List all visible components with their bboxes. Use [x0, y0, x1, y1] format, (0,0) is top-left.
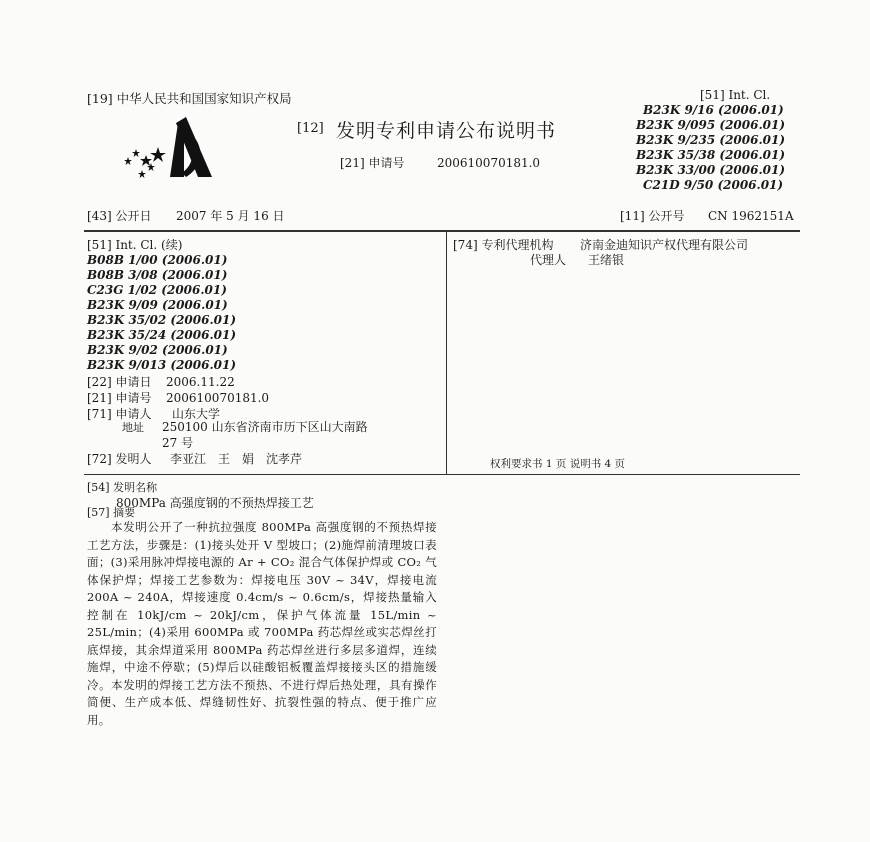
ipc-label: [51] Int. Cl.	[700, 88, 771, 102]
ipc-cont-code: C23G 1/02 (2006.01)	[87, 283, 227, 297]
ipc-code: B23K 9/16 (2006.01)	[643, 103, 784, 117]
ipc-cont-code: B23K 35/02 (2006.01)	[87, 313, 237, 327]
ipc-code: B23K 9/235 (2006.01)	[636, 133, 786, 147]
page-count: 权利要求书 1 页 说明书 4 页	[490, 458, 626, 470]
ipc-code: B23K 9/095 (2006.01)	[636, 118, 786, 132]
header-divider	[84, 230, 800, 232]
office-name: [19] 中华人民共和国国家知识产权局	[87, 91, 292, 106]
pub-no-label: [11] 公开号	[620, 209, 685, 223]
filing-date: 2006.11.22	[166, 375, 235, 389]
inventor-label: [72] 发明人	[87, 452, 152, 466]
address-line: 27 号	[162, 436, 194, 450]
agent-label: 代理人	[530, 253, 567, 267]
ipc-cont-code: B23K 9/013 (2006.01)	[87, 358, 237, 372]
applicant-label: [71] 申请人	[87, 407, 152, 421]
app-no-label: [21] 申请号	[340, 156, 405, 170]
address-line: 250100 山东省济南市历下区山大南路	[162, 420, 368, 434]
cnipa-emblem-icon	[120, 115, 220, 185]
filing-date-label: [22] 申请日	[87, 375, 152, 389]
ipc-cont-code: B08B 1/00 (2006.01)	[87, 253, 228, 267]
pub-date: 2007 年 5 月 16 日	[176, 209, 285, 223]
abstract-label: [57] 摘要	[87, 506, 136, 519]
agency: 济南金迪知识产权代理有限公司	[580, 238, 749, 252]
ipc-cont-code: B23K 35/24 (2006.01)	[87, 328, 237, 342]
agent: 王绪银	[588, 253, 625, 267]
ipc-code: C21D 9/50 (2006.01)	[643, 178, 784, 192]
ipc-cont-label: [51] Int. Cl. (续)	[87, 238, 183, 252]
pub-date-label: [43] 公开日	[87, 209, 152, 223]
ipc-code: B23K 35/38 (2006.01)	[636, 148, 786, 162]
section-divider	[84, 474, 800, 475]
abstract-text: 本发明公开了一种抗拉强度 800MPa 高强度钢的不预热焊接工艺方法，步骤是：(1)接头处开 V 型坡口；(2)施焊前清理坡口表面；(3)采用脉冲焊接电源的 Ar + CO₂ 混合气体保护焊或 CO₂ 气体保护焊；焊接工艺参数为：焊接电压 30V ~ 34V，焊接电流 200A ~ 240A，焊接速度 0.4cm/s ~ 0.6cm/s，焊接热量输入控制在 10kJ/cm ~ 20kJ/cm，保护气体流量 15L/min ~ 25L/min；(4)采用 600MPa 或 700MPa 药芯焊丝或实芯焊丝打底焊接，其余焊道采用 800MPa 药芯焊丝进行多层多道焊，连续施焊，中途不停歇；(5)焊后以硅酸铝板覆盖焊接接头区的措施缓冷。本发明的焊接工艺方法不预热、不进行焊后热处理，具有操作简便、生产成本低、焊缝韧性好、抗裂性强的特点、便于推广应用。	[87, 520, 437, 727]
title-label: [54] 发明名称	[87, 481, 158, 494]
app-no-label: [21] 申请号	[87, 391, 152, 405]
inventors: 李亚江 王 娟 沈孝芹	[170, 452, 303, 466]
ipc-cont-code: B08B 3/08 (2006.01)	[87, 268, 228, 282]
abstract-text-block	[87, 519, 437, 729]
pub-no: CN 1962151A	[708, 209, 794, 223]
app-no: 200610070181.0	[437, 156, 541, 170]
column-divider	[446, 231, 447, 474]
doc-type-title: 发明专利申请公布说明书	[336, 120, 557, 142]
invention-title: 800MPa 高强度钢的不预热焊接工艺	[116, 496, 314, 510]
ipc-code: B23K 33/00 (2006.01)	[636, 163, 786, 177]
ipc-cont-code: B23K 9/09 (2006.01)	[87, 298, 228, 312]
address-label: 地址	[122, 421, 144, 434]
doc-type-code: [12]	[297, 121, 324, 136]
ipc-cont-code: B23K 9/02 (2006.01)	[87, 343, 228, 357]
applicant: 山东大学	[172, 407, 221, 421]
agency-label: [74] 专利代理机构	[453, 238, 554, 252]
app-no: 200610070181.0	[166, 391, 270, 405]
